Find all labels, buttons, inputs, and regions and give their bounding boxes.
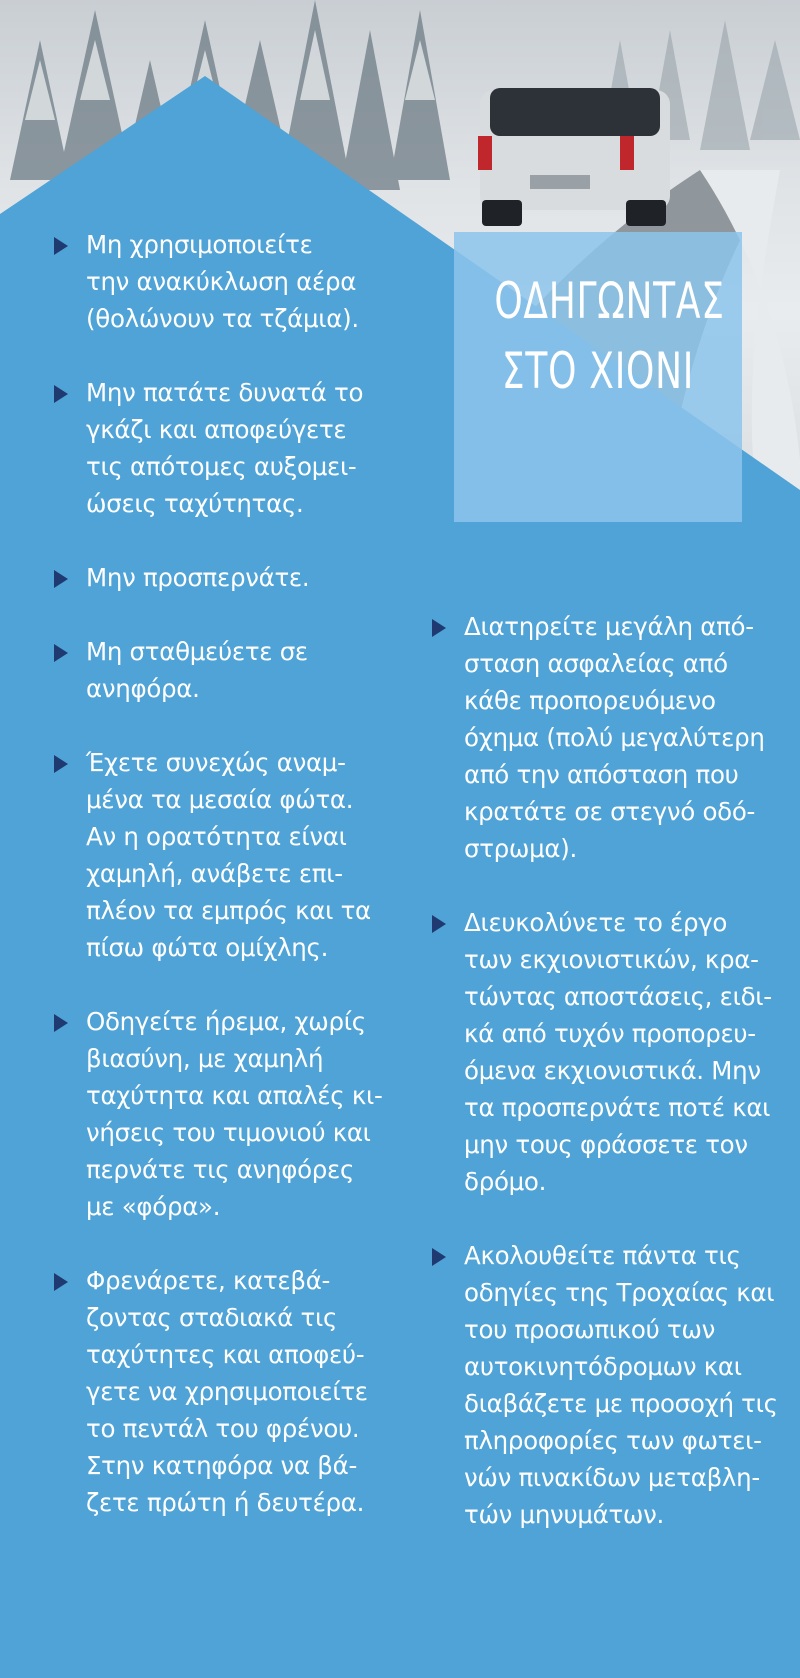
- page-title: [494, 266, 725, 406]
- tip-text-line: περνάτε τις ανηφόρες: [86, 1155, 355, 1184]
- title-line-2: ΣΤΟ ΧΙΟΝΙ: [501, 342, 695, 400]
- tip-text-line: όχημα (πολύ μεγαλύτερη: [464, 723, 765, 752]
- tip-text-line: τών μηνυμάτων.: [464, 1500, 664, 1529]
- triangle-bullet-icon: [432, 1248, 446, 1266]
- tip-text-line: των εκχιονιστικών, κρα-: [464, 945, 759, 974]
- tip-item: [52, 633, 412, 707]
- tip-text-line: τα προσπερνάτε ποτέ και: [464, 1093, 771, 1122]
- tip-item: [52, 559, 412, 596]
- tip-text-line: νών πινακίδων μεταβλη-: [464, 1463, 760, 1492]
- tip-text-line: όμενα εκχιονιστικά. Μην: [464, 1056, 761, 1085]
- right-tips-list: [430, 608, 780, 1570]
- tip-text-line: στρωμα).: [464, 834, 578, 863]
- tip-text-line: Φρενάρετε, κατεβά-: [86, 1266, 331, 1295]
- triangle-bullet-icon: [54, 570, 68, 588]
- tip-text-line: γκάζι και αποφεύγετε: [86, 415, 347, 444]
- tip-text-line: Οδηγείτε ήρεμα, χωρίς: [86, 1007, 366, 1036]
- tip-text-line: πληροφορίες των φωτει-: [464, 1426, 762, 1455]
- tip-text-line: τώντας αποστάσεις, ειδι-: [464, 982, 772, 1011]
- tip-text-line: Αν η ορατότητα είναι: [86, 822, 347, 851]
- tip-text-line: Μη σταθμεύετε σε: [86, 637, 308, 666]
- triangle-bullet-icon: [54, 237, 68, 255]
- tip-text-line: αυτοκινητόδρομων και: [464, 1352, 742, 1381]
- tip-text-line: την ανακύκλωση αέρα: [86, 267, 357, 296]
- tip-text-line: από την απόσταση που: [464, 760, 739, 789]
- tip-item: [430, 904, 780, 1200]
- tip-text-line: κάθε προπορευόμενο: [464, 686, 716, 715]
- tip-text-line: νήσεις του τιμονιού και: [86, 1118, 371, 1147]
- tip-text-line: τις απότομες αυξομει-: [86, 452, 357, 481]
- title-line-1: ΟΔΗΓΩΝΤΑΣ: [494, 272, 725, 330]
- triangle-bullet-icon: [432, 619, 446, 637]
- triangle-bullet-icon: [54, 755, 68, 773]
- tip-text-line: δρόμο.: [464, 1167, 547, 1196]
- tip-text-line: Ακολουθείτε πάντα τις: [464, 1241, 741, 1270]
- tip-text-line: ταχύτητες και αποφεύ-: [86, 1340, 365, 1369]
- tip-item: [430, 608, 780, 867]
- tip-text-line: (θολώνουν τα τζάμια).: [86, 304, 359, 333]
- tip-text-line: το πεντάλ του φρένου.: [86, 1414, 360, 1443]
- tip-text-line: κρατάτε σε στεγνό οδό-: [464, 797, 756, 826]
- title-box: [454, 232, 742, 522]
- left-tips-list: [52, 226, 412, 1558]
- tip-item: [52, 744, 412, 966]
- tip-text-line: Μην πατάτε δυνατά το: [86, 378, 364, 407]
- tip-text-line: οδηγίες της Τροχαίας και: [464, 1278, 775, 1307]
- tip-text-line: κά από τυχόν προπορευ-: [464, 1019, 756, 1048]
- triangle-bullet-icon: [54, 1014, 68, 1032]
- tip-text-line: Διατηρείτε μεγάλη από-: [464, 612, 754, 641]
- tip-text-line: ανηφόρα.: [86, 674, 200, 703]
- tip-text-line: ώσεις ταχύτητας.: [86, 489, 304, 518]
- tip-text-line: Έχετε συνεχώς αναμ-: [86, 748, 346, 777]
- tip-item: [430, 1237, 780, 1533]
- tip-item: [52, 226, 412, 337]
- triangle-bullet-icon: [54, 385, 68, 403]
- tip-text-line: Στην κατηφόρα να βά-: [86, 1451, 357, 1480]
- tip-text-line: πλέον τα εμπρός και τα: [86, 896, 371, 925]
- tip-text-line: του προσωπικού των: [464, 1315, 716, 1344]
- tip-item: [52, 374, 412, 522]
- triangle-bullet-icon: [54, 644, 68, 662]
- tip-text-line: ζοντας σταδιακά τις: [86, 1303, 338, 1332]
- tip-text-line: διαβάζετε με προσοχή τις: [464, 1389, 778, 1418]
- tip-text-line: γετε να χρησιμοποιείτε: [86, 1377, 368, 1406]
- tip-text-line: πίσω φώτα ομίχλης.: [86, 933, 329, 962]
- tip-text-line: με «φόρα».: [86, 1192, 221, 1221]
- tip-text-line: ταχύτητα και απαλές κι-: [86, 1081, 383, 1110]
- tip-text-line: μένα τα μεσαία φώτα.: [86, 785, 354, 814]
- triangle-bullet-icon: [432, 915, 446, 933]
- triangle-bullet-icon: [54, 1273, 68, 1291]
- tip-item: [52, 1262, 412, 1521]
- tip-text-line: βιασύνη, με χαμηλή: [86, 1044, 324, 1073]
- tip-text-line: ζετε πρώτη ή δευτέρα.: [86, 1488, 365, 1517]
- tip-text-line: Διευκολύνετε το έργο: [464, 908, 728, 937]
- tip-text-line: Μη χρησιμοποιείτε: [86, 230, 313, 259]
- tip-text-line: Μην προσπερνάτε.: [86, 563, 310, 592]
- tip-text-line: μην τους φράσσετε τον: [464, 1130, 748, 1159]
- tip-text-line: σταση ασφαλείας από: [464, 649, 728, 678]
- tip-item: [52, 1003, 412, 1225]
- tip-text-line: χαμηλή, ανάβετε επι-: [86, 859, 343, 888]
